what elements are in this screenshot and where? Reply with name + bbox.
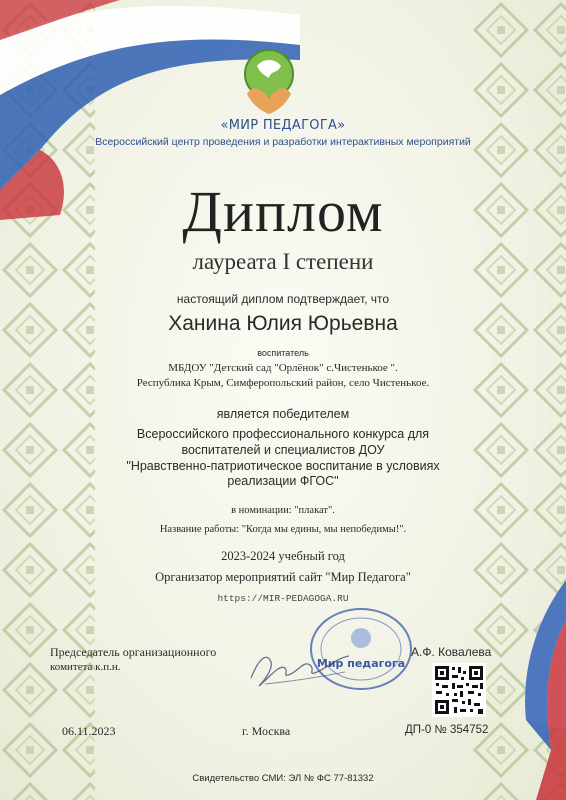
- document-number: ДП-0 № 354752: [405, 724, 489, 736]
- handwritten-signature: [245, 638, 355, 693]
- contest-line: Всероссийского профессионального конкурса для: [136, 427, 430, 441]
- confirmation-text: настоящий диплом подтверждает, что: [176, 292, 390, 306]
- institution-line-1: МБДОУ "Детский сад "Орлёнок" с.Чистенькое ".: [168, 362, 398, 374]
- globe-hands-logo-icon: [241, 44, 297, 118]
- contest-line: воспитателей и специалистов ДОУ: [181, 442, 385, 457]
- organization-name: «МИР ПЕДАГОГА»: [220, 118, 346, 133]
- qr-code-icon[interactable]: [432, 663, 486, 717]
- signer-name: А.Ф. Ковалева: [411, 645, 492, 659]
- stamp-label: Мир педагога: [316, 657, 406, 670]
- school-year: 2023-2024 учебный год: [221, 549, 345, 563]
- organizer-text: Организатор мероприятий сайт "Мир Педагога": [155, 570, 411, 584]
- recipient-name: Ханина Юлия Юрьевна: [168, 312, 398, 335]
- organization-subtitle: Всероссийский центр проведения и разработки интерактивных мероприятий: [95, 136, 471, 148]
- issue-date: 06.11.2023: [62, 724, 116, 738]
- chairman-title-line-1: Председатель организационного: [50, 645, 217, 659]
- work-title: Название работы: "Когда мы едины, мы непобедимы!".: [159, 524, 407, 535]
- winner-text: является победителем: [216, 407, 350, 421]
- diploma-degree: лауреата I степени: [192, 249, 374, 274]
- issue-city: г. Москва: [242, 724, 291, 738]
- media-license: Свидетельство СМИ: ЭЛ № ФС 77-81332: [192, 773, 374, 784]
- contest-line: "Нравственно-патриотическое воспитание в условиях: [126, 458, 440, 473]
- institution-line-2: Республика Крым, Симферопольский район, село Чистенькое.: [136, 377, 430, 389]
- contest-name: [0, 427, 566, 490]
- chairman-title-line-2: комитета к.п.н.: [50, 661, 121, 673]
- recipient-position: воспитатель: [257, 348, 309, 358]
- website-link[interactable]: https://MIR-PEDAGOGA.RU: [217, 593, 349, 604]
- nomination-text: в номинации: "плакат".: [231, 505, 335, 516]
- contest-line: реализации ФГОС": [227, 474, 339, 489]
- diploma-title: Диплом: [182, 179, 384, 244]
